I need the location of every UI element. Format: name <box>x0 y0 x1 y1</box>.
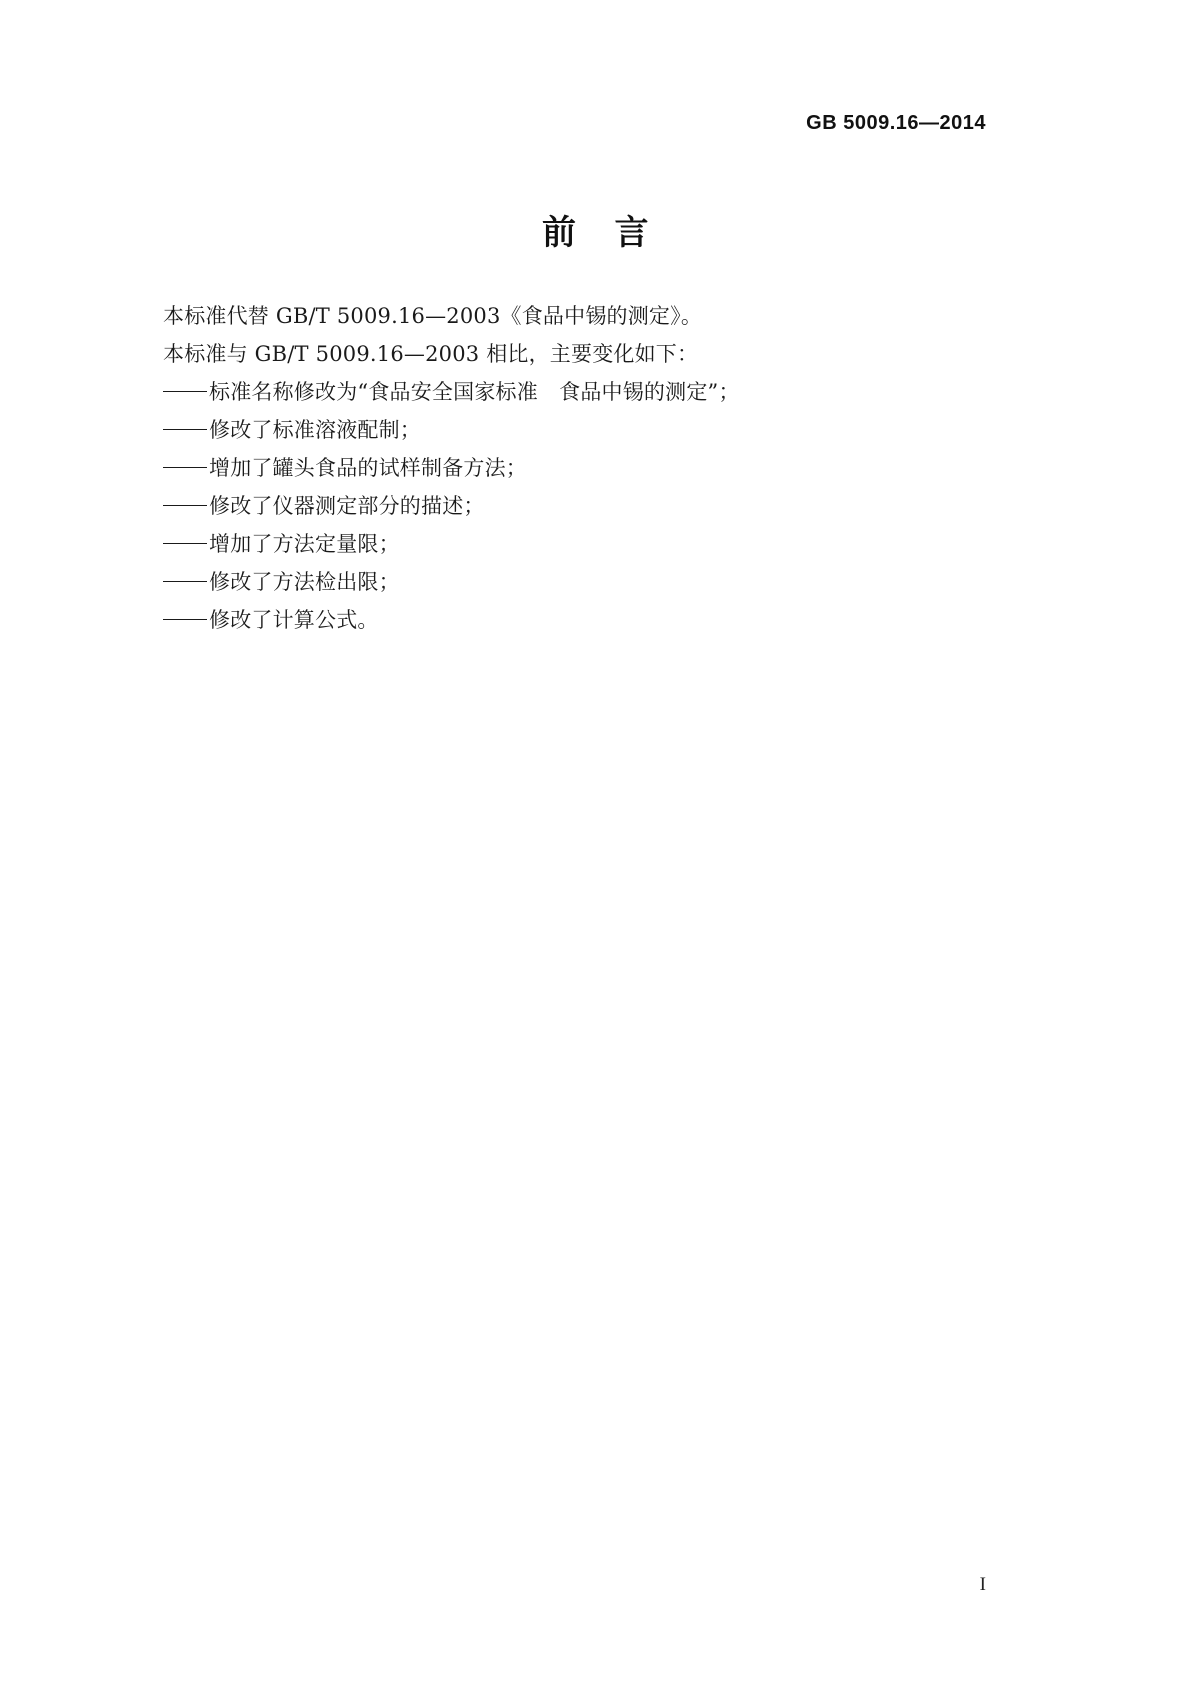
paragraph-replaces: 本标准代替 GB/T 5009.16—2003《食品中锡的测定》。 <box>163 304 703 328</box>
paragraph-changes-intro: 本标准与 GB/T 5009.16—2003 相比，主要变化如下： <box>163 342 699 366</box>
list-item-label: 修改了标准溶液配制； <box>209 418 421 442</box>
standard-code-header: GB 5009.16—2014 <box>806 112 986 134</box>
changes-list <box>163 373 1043 639</box>
em-dash-icon <box>163 619 207 620</box>
em-dash-icon <box>163 429 207 430</box>
list-item <box>163 525 1043 563</box>
list-item-label: 修改了计算公式。 <box>209 608 379 632</box>
em-dash-icon <box>163 581 207 582</box>
list-item-label: 增加了方法定量限； <box>209 532 400 556</box>
list-item <box>163 449 1043 487</box>
list-item-label: 标准名称修改为“食品安全国家标准 食品中锡的测定”； <box>209 380 740 404</box>
title-char-1: 前 <box>542 213 577 253</box>
em-dash-icon <box>163 467 207 468</box>
em-dash-icon <box>163 543 207 544</box>
em-dash-icon <box>163 391 207 392</box>
list-item-label: 修改了方法检出限； <box>209 570 400 594</box>
page-title <box>0 205 1191 254</box>
list-item <box>163 411 1043 449</box>
list-item-label: 增加了罐头食品的试样制备方法； <box>209 456 527 480</box>
foreword-body <box>163 297 1043 639</box>
page-number: I <box>979 1574 986 1595</box>
title-char-2: 言 <box>614 213 649 253</box>
list-item <box>163 373 1043 411</box>
list-item-label: 修改了仪器测定部分的描述； <box>209 494 485 518</box>
list-item <box>163 487 1043 525</box>
list-item <box>163 601 1043 639</box>
em-dash-icon <box>163 505 207 506</box>
list-item <box>163 563 1043 601</box>
